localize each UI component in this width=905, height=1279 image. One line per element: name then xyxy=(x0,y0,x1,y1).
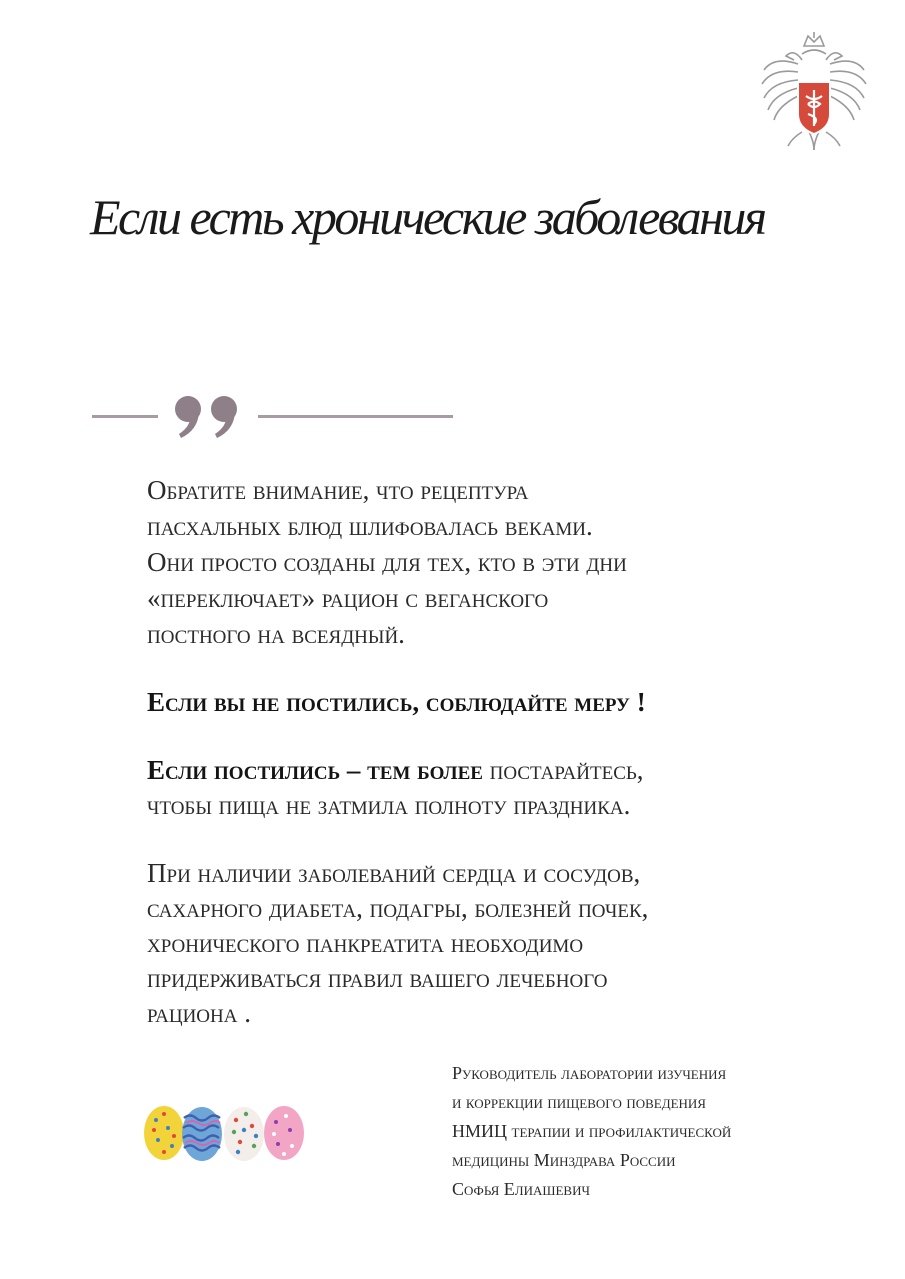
text-line: пасхальных блюд шлифовалась веками. xyxy=(147,511,593,541)
text-fragment: постарайтесь, xyxy=(482,755,644,785)
paragraph-moderation: Если вы не постились, соблюдайте меру ! xyxy=(147,687,646,717)
text-line: «переключает» рацион с веганского xyxy=(147,583,549,613)
text-line: Они просто созданы для тех, кто в эти дни xyxy=(147,547,627,577)
author-name: Софья Елиашевич xyxy=(452,1179,590,1199)
paragraph-recipe-note xyxy=(147,472,847,652)
signature-line: НМИЦ терапии и профилактической xyxy=(452,1121,732,1141)
signature-line: медицины Минздрава России xyxy=(452,1150,676,1170)
text-line: придерживаться правил вашего лечебного xyxy=(147,963,608,993)
signature-line: Руководитель лаборатории изучения xyxy=(452,1063,727,1083)
author-signature xyxy=(452,1059,852,1204)
ministry-of-health-emblem-icon xyxy=(758,30,870,156)
divider-right xyxy=(258,415,453,418)
quotation-mark-icon xyxy=(170,392,246,442)
paragraph-fasted xyxy=(147,753,847,823)
text-line: постного на всеядный. xyxy=(147,619,405,649)
divider-left xyxy=(92,415,158,418)
main-text xyxy=(147,472,847,1031)
emphasis-text: Если постились – тем более xyxy=(147,755,483,785)
paragraph-chronic-diseases xyxy=(147,856,847,1031)
text-line: Обратите внимание, что рецептура xyxy=(147,475,529,505)
text-line: хронического панкреатита необходимо xyxy=(147,928,584,958)
signature-line: и коррекции пищевого поведения xyxy=(452,1092,706,1112)
text-line: сахарного диабета, подагры, болезней почек, xyxy=(147,893,649,923)
text-line: рациона . xyxy=(147,998,251,1028)
text-line: чтобы пища не затмила полноту праздника. xyxy=(147,790,631,820)
text-line: При наличии заболеваний сердца и сосудов, xyxy=(147,858,641,888)
easter-eggs-illustration xyxy=(142,1100,306,1166)
page-title: Если есть хронические заболевания xyxy=(90,189,765,245)
